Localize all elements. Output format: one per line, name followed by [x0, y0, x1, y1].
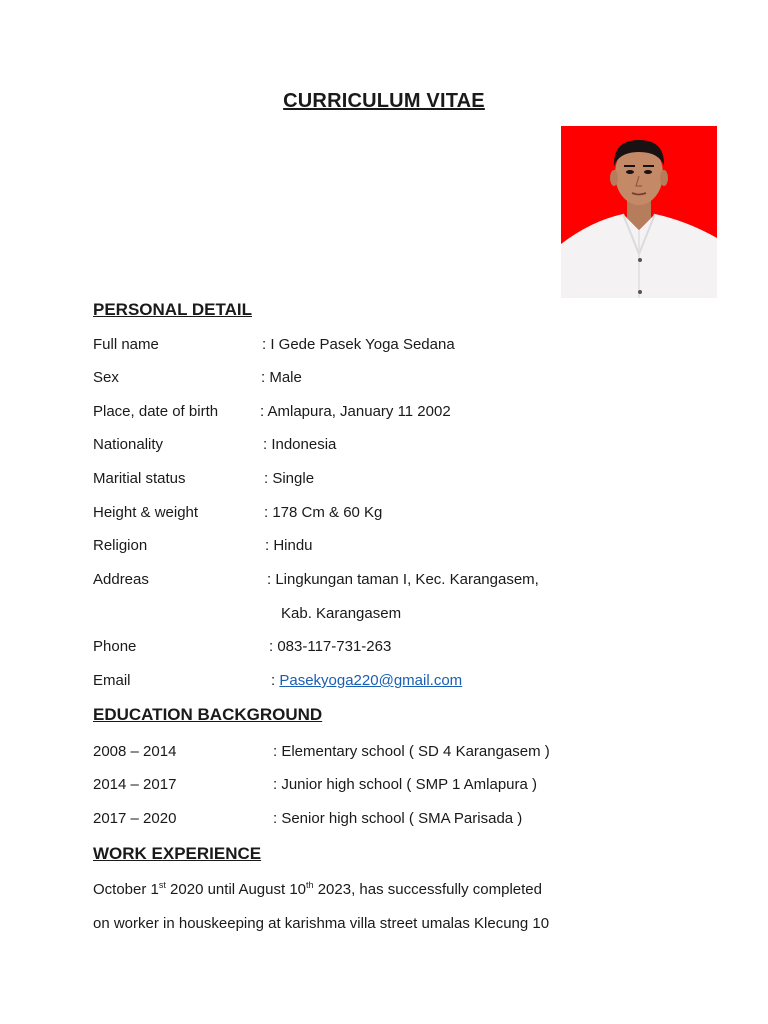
- row-label: 2008 – 2014: [93, 743, 177, 760]
- row-label: Addreas: [93, 571, 149, 588]
- row-value: : Hindu: [265, 537, 313, 554]
- ordinal-suffix: th: [306, 880, 314, 890]
- row-label: Email: [93, 672, 131, 689]
- row-label: 2017 – 2020: [93, 810, 177, 827]
- row-value: : 178 Cm & 60 Kg: [264, 504, 383, 521]
- work-experience-heading: WORK EXPERIENCE: [93, 844, 262, 863]
- row-value: : Senior high school ( SMA Parisada ): [273, 810, 523, 827]
- email-colon: :: [271, 672, 280, 689]
- work-experience-line-1: [93, 880, 542, 900]
- row-value: : Junior high school ( SMP 1 Amlapura ): [273, 776, 538, 793]
- personal-detail-heading: PERSONAL DETAIL: [93, 300, 252, 319]
- row-value: : Single: [264, 470, 315, 487]
- row-value: : Elementary school ( SD 4 Karangasem ): [273, 743, 550, 760]
- row-value: : Lingkungan taman I, Kec. Karangasem,: [267, 571, 539, 588]
- education-heading: EDUCATION BACKGROUND: [93, 705, 323, 724]
- row-value: Kab. Karangasem: [281, 605, 402, 622]
- email-link[interactable]: Pasekyoga220@gmail.com: [279, 672, 463, 689]
- ordinal-suffix: st: [158, 880, 166, 890]
- cv-title: CURRICULUM VITAE: [283, 90, 485, 112]
- row-value: : Indonesia: [263, 436, 337, 453]
- row-label: Place, date of birth: [93, 403, 219, 420]
- row-label: 2014 – 2017: [93, 776, 177, 793]
- work-text: 2023, has successfully completed: [313, 881, 542, 898]
- work-experience-line-2: on worker in houskeeping at karishma villa street umalas Klecung 10: [93, 915, 550, 932]
- row-value: [271, 671, 462, 691]
- work-text: 2020 until August 10: [165, 881, 307, 898]
- row-label: Phone: [93, 638, 137, 655]
- row-label: Religion: [93, 537, 148, 554]
- work-text: October 1: [93, 881, 159, 898]
- row-value: : Amlapura, January 11 2002: [260, 403, 451, 420]
- row-label: Height & weight: [93, 504, 199, 521]
- row-label: Full name: [93, 336, 159, 353]
- row-value: : Male: [261, 369, 302, 386]
- row-label: Maritial status: [93, 470, 186, 487]
- row-label: Sex: [93, 369, 119, 386]
- profile-photo: [561, 126, 717, 298]
- row-value: : I Gede Pasek Yoga Sedana: [262, 336, 455, 353]
- row-label: Nationality: [93, 436, 164, 453]
- row-value: : 083-117-731-263: [269, 638, 392, 655]
